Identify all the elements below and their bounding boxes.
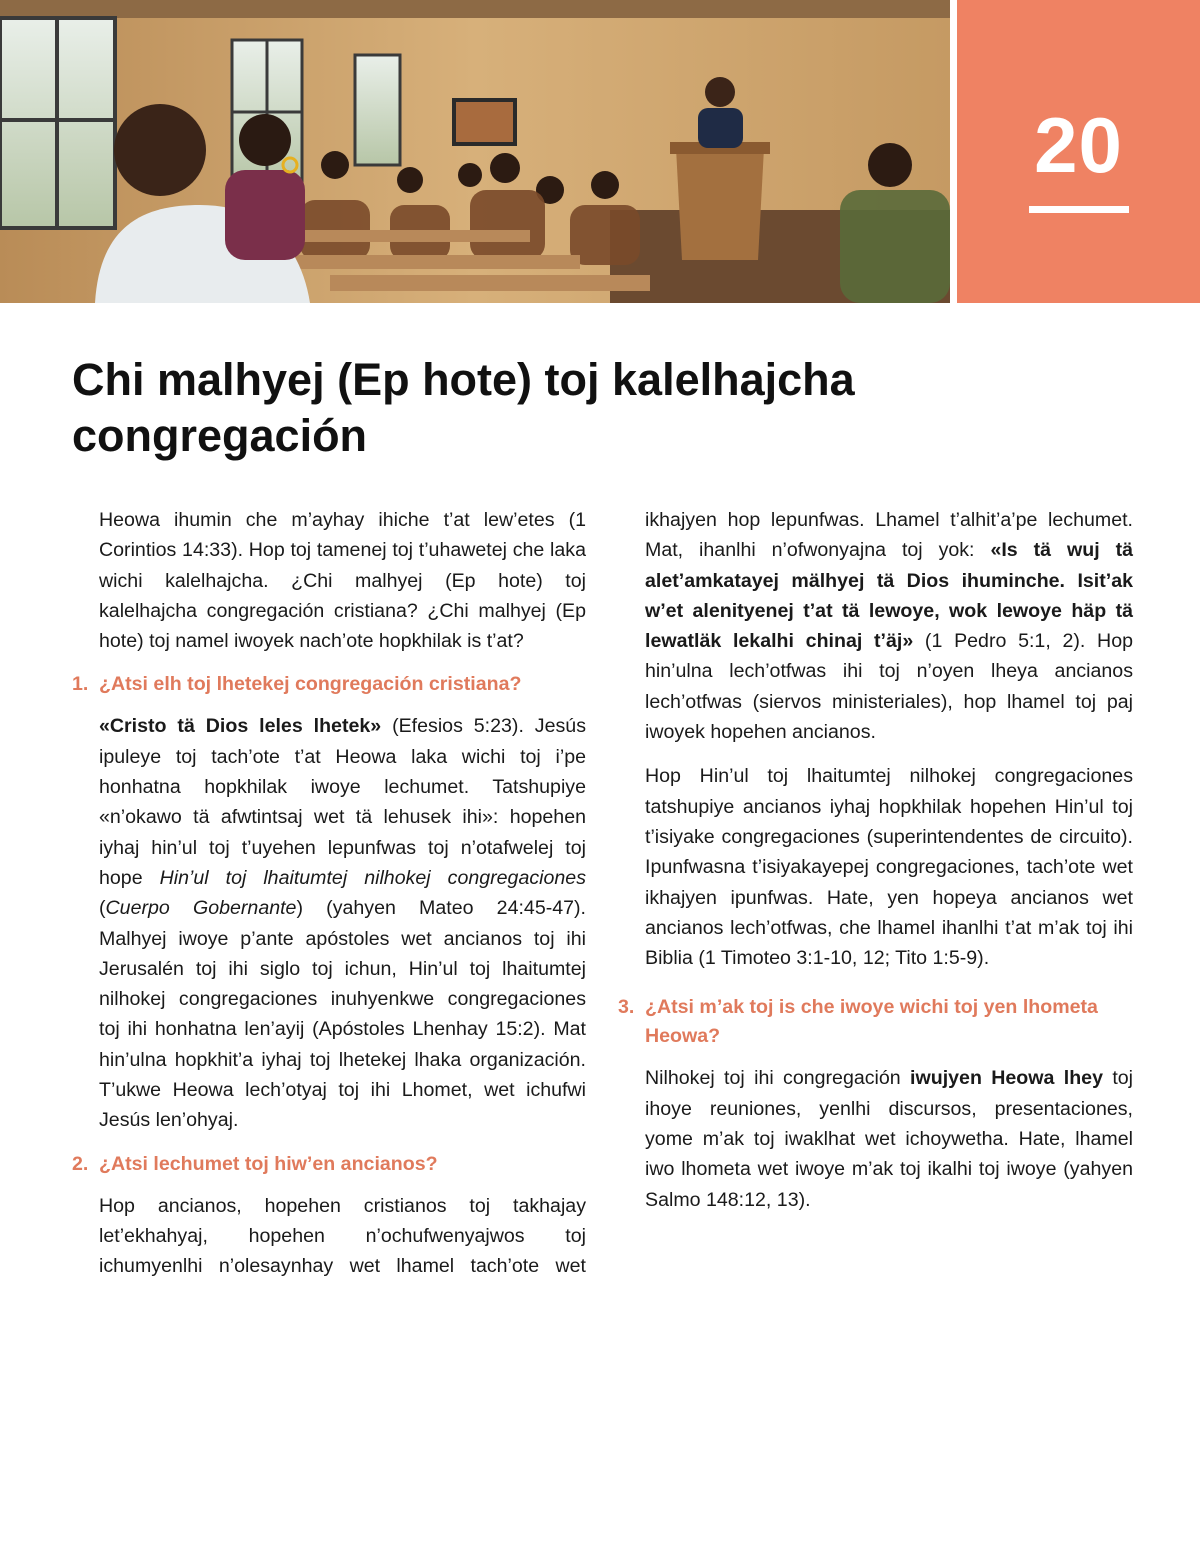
question-2-number: 2. <box>72 1152 89 1175</box>
answer-2-part-2 <box>618 505 1133 747</box>
congregation-meeting-illustration <box>0 0 950 303</box>
answer-1-text-b: ( <box>99 897 106 920</box>
answer-3 <box>618 1063 1133 1214</box>
lesson-badge <box>957 0 1200 303</box>
left-column <box>72 505 586 1294</box>
question-3-text: ¿Atsi m’ak toj is che iwoye wichi toj yen lhometa Heowa? <box>645 996 1098 1048</box>
question-2-text: ¿Atsi lechumet toj hiw’en ancianos? <box>99 1152 438 1175</box>
page-title: Chi malhyej (Ep hote) toj kalelhajcha congregación <box>72 354 855 461</box>
answer-2-part-1 <box>72 1191 586 1282</box>
answer-3-bold: iwujyen Heowa lhey <box>910 1067 1103 1090</box>
hero-photo <box>0 0 950 303</box>
answer-3-text-b: toj ihoye reuniones, yenlhi discursos, presentaciones, yome m’ak toj iwaklhat wet ichoywetha. Hate, lhamel iwo lhometa wet iwoye m’ak toj ikalhi toj iwoye (yahyen Salmo 148:12, 13). <box>645 1067 1134 1211</box>
answer-2-text-b: (1 Pedro 5:1, 2). Hop hin’ulna lech’otfwas ihi toj n’oyen lheya ancianos lech’otfwas (siervos ministeriales), hop lhamel toj paj iwoyek hopehen ancianos. <box>645 630 1134 744</box>
answer-1-italic-a: Hin’ul toj lhaitumtej nilhokej congregaciones <box>159 866 586 889</box>
right-column <box>618 505 1133 1229</box>
question-1 <box>72 670 586 699</box>
answer-1 <box>72 711 586 1135</box>
badge-underline <box>1029 206 1129 213</box>
question-1-text: ¿Atsi elh toj lhetekej congregación cristiana? <box>99 673 522 696</box>
intro-paragraph: Heowa ihumin che m’ayhay ihiche t’at lew’etes (1 Corintios 14:33). Hop toj tamenej toj t’uhawetej che laka wichi kalelhajcha. ¿Chi malhyej (Ep hote) toj kalelhajcha congregación cristiana? ¿Chi malhyej (Ep hote) toj namel iwoyek nach’ote hopkhilak is t’at? <box>99 509 586 653</box>
question-3-number: 3. <box>618 996 635 1019</box>
answer-2-paragraph-2: Hop Hin’ul toj lhaitumtej nilhokej congregaciones tatshupiye ancianos iyhaj hopkhilak hopehen Hin’ul toj t’isiyake congregaciones (superintendentes de circuito). Ipunfwasna t’isiyakayepej congregaciones, tach’ote wet ikhajyen ipunfwas. Hate, yen hopeya ancianos wet ancianos lech’otfwas, che lhamel ihanlhi t’at m’ak toj ihi Biblia (1 Timoteo 3:1-10, 12; Tito 1:5-9). <box>645 765 1133 970</box>
answer-2-text-a-end: ikhajyen hop lepunfwas. Lhamel t’alhit’a’pe lechumet. Mat, ihanlhi n’ofwonyajna toj yok: <box>645 509 1133 562</box>
answer-2-quote: «Is tä wuj tä alet’amkatayej mälhyej tä Dios ihuminche. Isit’ak w’et alenityenej t’at tä lewoye, wok lewoye häp tä lewatläk lekalhi chinaj t’äj» <box>645 539 1133 653</box>
answer-2-text-a-start: Hop ancianos, hopehen cristianos toj takhajay let’ekhahyaj, hopehen n’ochufwenyajwos toj ichumyenlhi n’olesaynhay wet lhamel tach’ote wet <box>99 1194 586 1278</box>
answer-1-italic-b: Cuerpo Gobernante <box>105 897 297 920</box>
answer-1-text-c: ) (yahyen Mateo 24:45-47). Malhyej iwoye p’ante apóstoles wet ancianos toj ihi Jerusalén toj ihi siglo toj ichun, Hin’ul toj lhaitumtej nilhokej congregaciones inuhyenkwe congregaciones toj ihi honhatna len’ayij (Apóstoles Lhenhay 15:2). Mat hin’ulna hopkhit’a iyhaj toj lhetekej lhaka organización. T’ukwe Heowa lech’otyaj toj ihi Lhomet, wet ichufwi Jesús len’ohyaj. <box>99 897 587 1132</box>
question-2 <box>72 1150 586 1179</box>
lesson-number: 20 <box>1034 101 1123 189</box>
answer-3-text-a: Nilhokej toj ihi congregación <box>645 1067 911 1090</box>
answer-1-quote: «Cristo tä Dios leles lhetek» <box>99 715 382 738</box>
answer-1-text-a: (Efesios 5:23). Jesús ipuleye toj tach’ote t’at Heowa laka wichi toj i’pe honhatna hopkhilak iwoye lechumet. Tatshupiye «n’okawo tä afwtintsaj wet tä lehusek ihi»: hopehen iyhaj hin’ul toj t’uyehen lepunfwas toj n’otafwelej toj hope <box>99 715 586 889</box>
question-1-number: 1. <box>72 673 89 696</box>
question-3 <box>618 993 1133 1051</box>
